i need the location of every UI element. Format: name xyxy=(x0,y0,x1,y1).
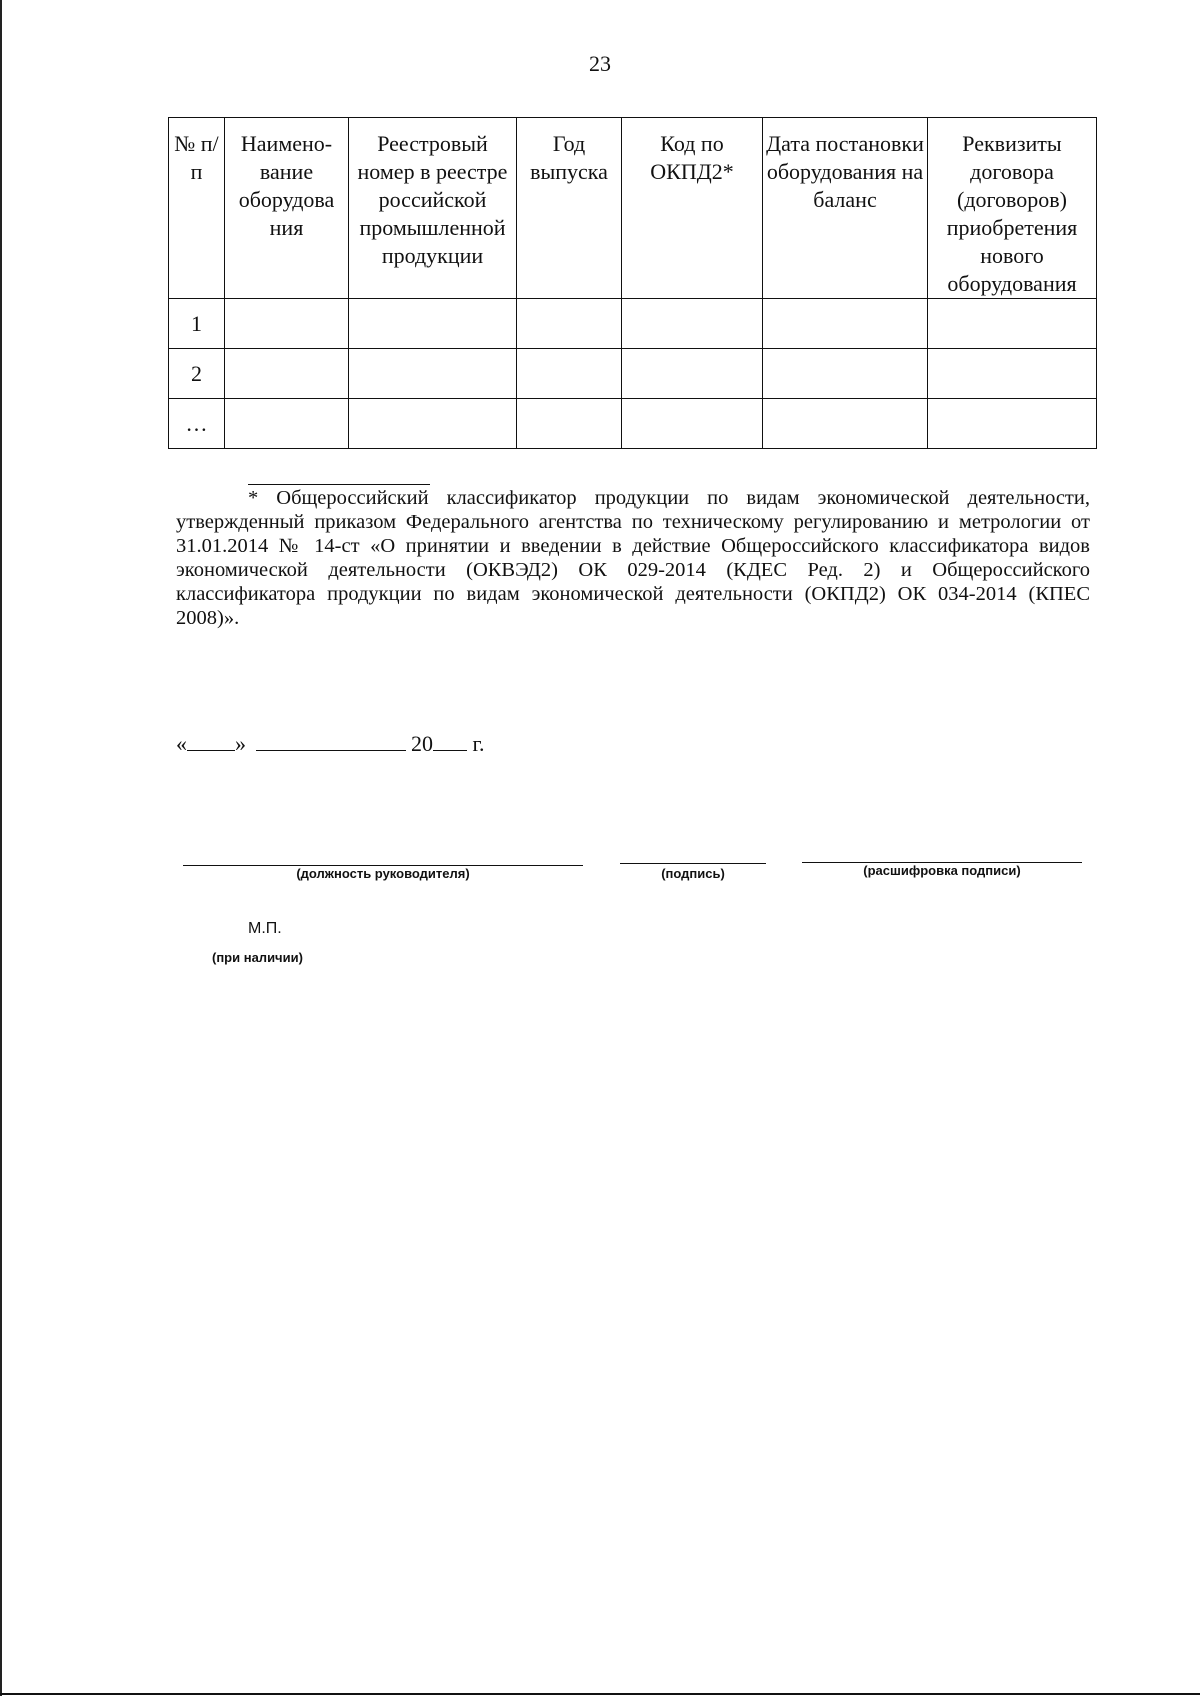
table-cell xyxy=(763,349,928,399)
day-blank xyxy=(187,730,235,751)
table-cell xyxy=(763,399,928,449)
date-close-quote: » xyxy=(235,731,246,756)
date-line xyxy=(176,730,485,757)
table-cell xyxy=(349,299,517,349)
month-blank xyxy=(256,730,406,751)
table-row xyxy=(169,399,1097,449)
table-cell-number: … xyxy=(169,399,225,449)
table-cell-number: 2 xyxy=(169,349,225,399)
decoding-caption: (расшифровка подписи) xyxy=(863,863,1021,878)
table-cell xyxy=(349,349,517,399)
table-cell xyxy=(622,399,763,449)
header-cell-year: Год выпуска xyxy=(517,118,622,299)
signature-caption: (подпись) xyxy=(661,866,725,881)
equipment-table xyxy=(168,117,1097,449)
footnote-separator xyxy=(248,484,430,485)
footnote xyxy=(176,486,1090,630)
header-cell-okpd2-code: Код по ОКПД2* xyxy=(622,118,763,299)
table-cell xyxy=(517,399,622,449)
year-suffix: г. xyxy=(472,731,485,756)
table-cell xyxy=(517,299,622,349)
table-cell xyxy=(225,299,349,349)
date-open-quote: « xyxy=(176,731,187,756)
year-blank xyxy=(433,730,467,751)
table-cell xyxy=(622,299,763,349)
table-cell xyxy=(225,399,349,449)
table-cell xyxy=(928,349,1097,399)
table-cell-number: 1 xyxy=(169,299,225,349)
page-bottom-edge xyxy=(0,1693,1200,1695)
table-cell xyxy=(225,349,349,399)
header-cell-registry-number: Реестровый номер в реестре российской промышленной продукции xyxy=(349,118,517,299)
page-number: 23 xyxy=(589,51,611,76)
table-cell xyxy=(763,299,928,349)
position-caption: (должность руководителя) xyxy=(296,866,470,881)
stamp-note: (при наличии) xyxy=(212,950,303,965)
header-cell-name: Наимено- вание оборудова ния xyxy=(225,118,349,299)
table-cell xyxy=(349,399,517,449)
header-cell-balance-date: Дата постановки оборудования на баланс xyxy=(763,118,928,299)
table-row xyxy=(169,299,1097,349)
year-prefix: 20 xyxy=(411,731,433,756)
header-cell-number: № п/п xyxy=(169,118,225,299)
table-row xyxy=(169,349,1097,399)
table-cell xyxy=(928,399,1097,449)
page-edge xyxy=(0,0,2,1696)
table-header-row xyxy=(169,118,1097,299)
footnote-text: * Общероссийский классификатор продукции по видам экономической деятельности, утвержденный приказом Федерального агентства по техническому регулированию и метрологии от 31.01.2014 № 14-ст «О принятии и введении в действие Общероссийского классификатора видов экономической деятельности (ОКВЭД2) ОК 029-2014 (КДЕС Ред. 2) и Общероссийского классификатора продукции по видам экономической деятельности (ОКПД2) ОК 034-2014 (КПЕС 2008)». xyxy=(176,487,1090,629)
header-cell-contract-details: Реквизиты договора (договоров) приобретения нового оборудования xyxy=(928,118,1097,299)
stamp-label: М.П. xyxy=(248,920,282,937)
signature-line xyxy=(620,863,766,864)
table-cell xyxy=(622,349,763,399)
table-cell xyxy=(928,299,1097,349)
table-cell xyxy=(517,349,622,399)
